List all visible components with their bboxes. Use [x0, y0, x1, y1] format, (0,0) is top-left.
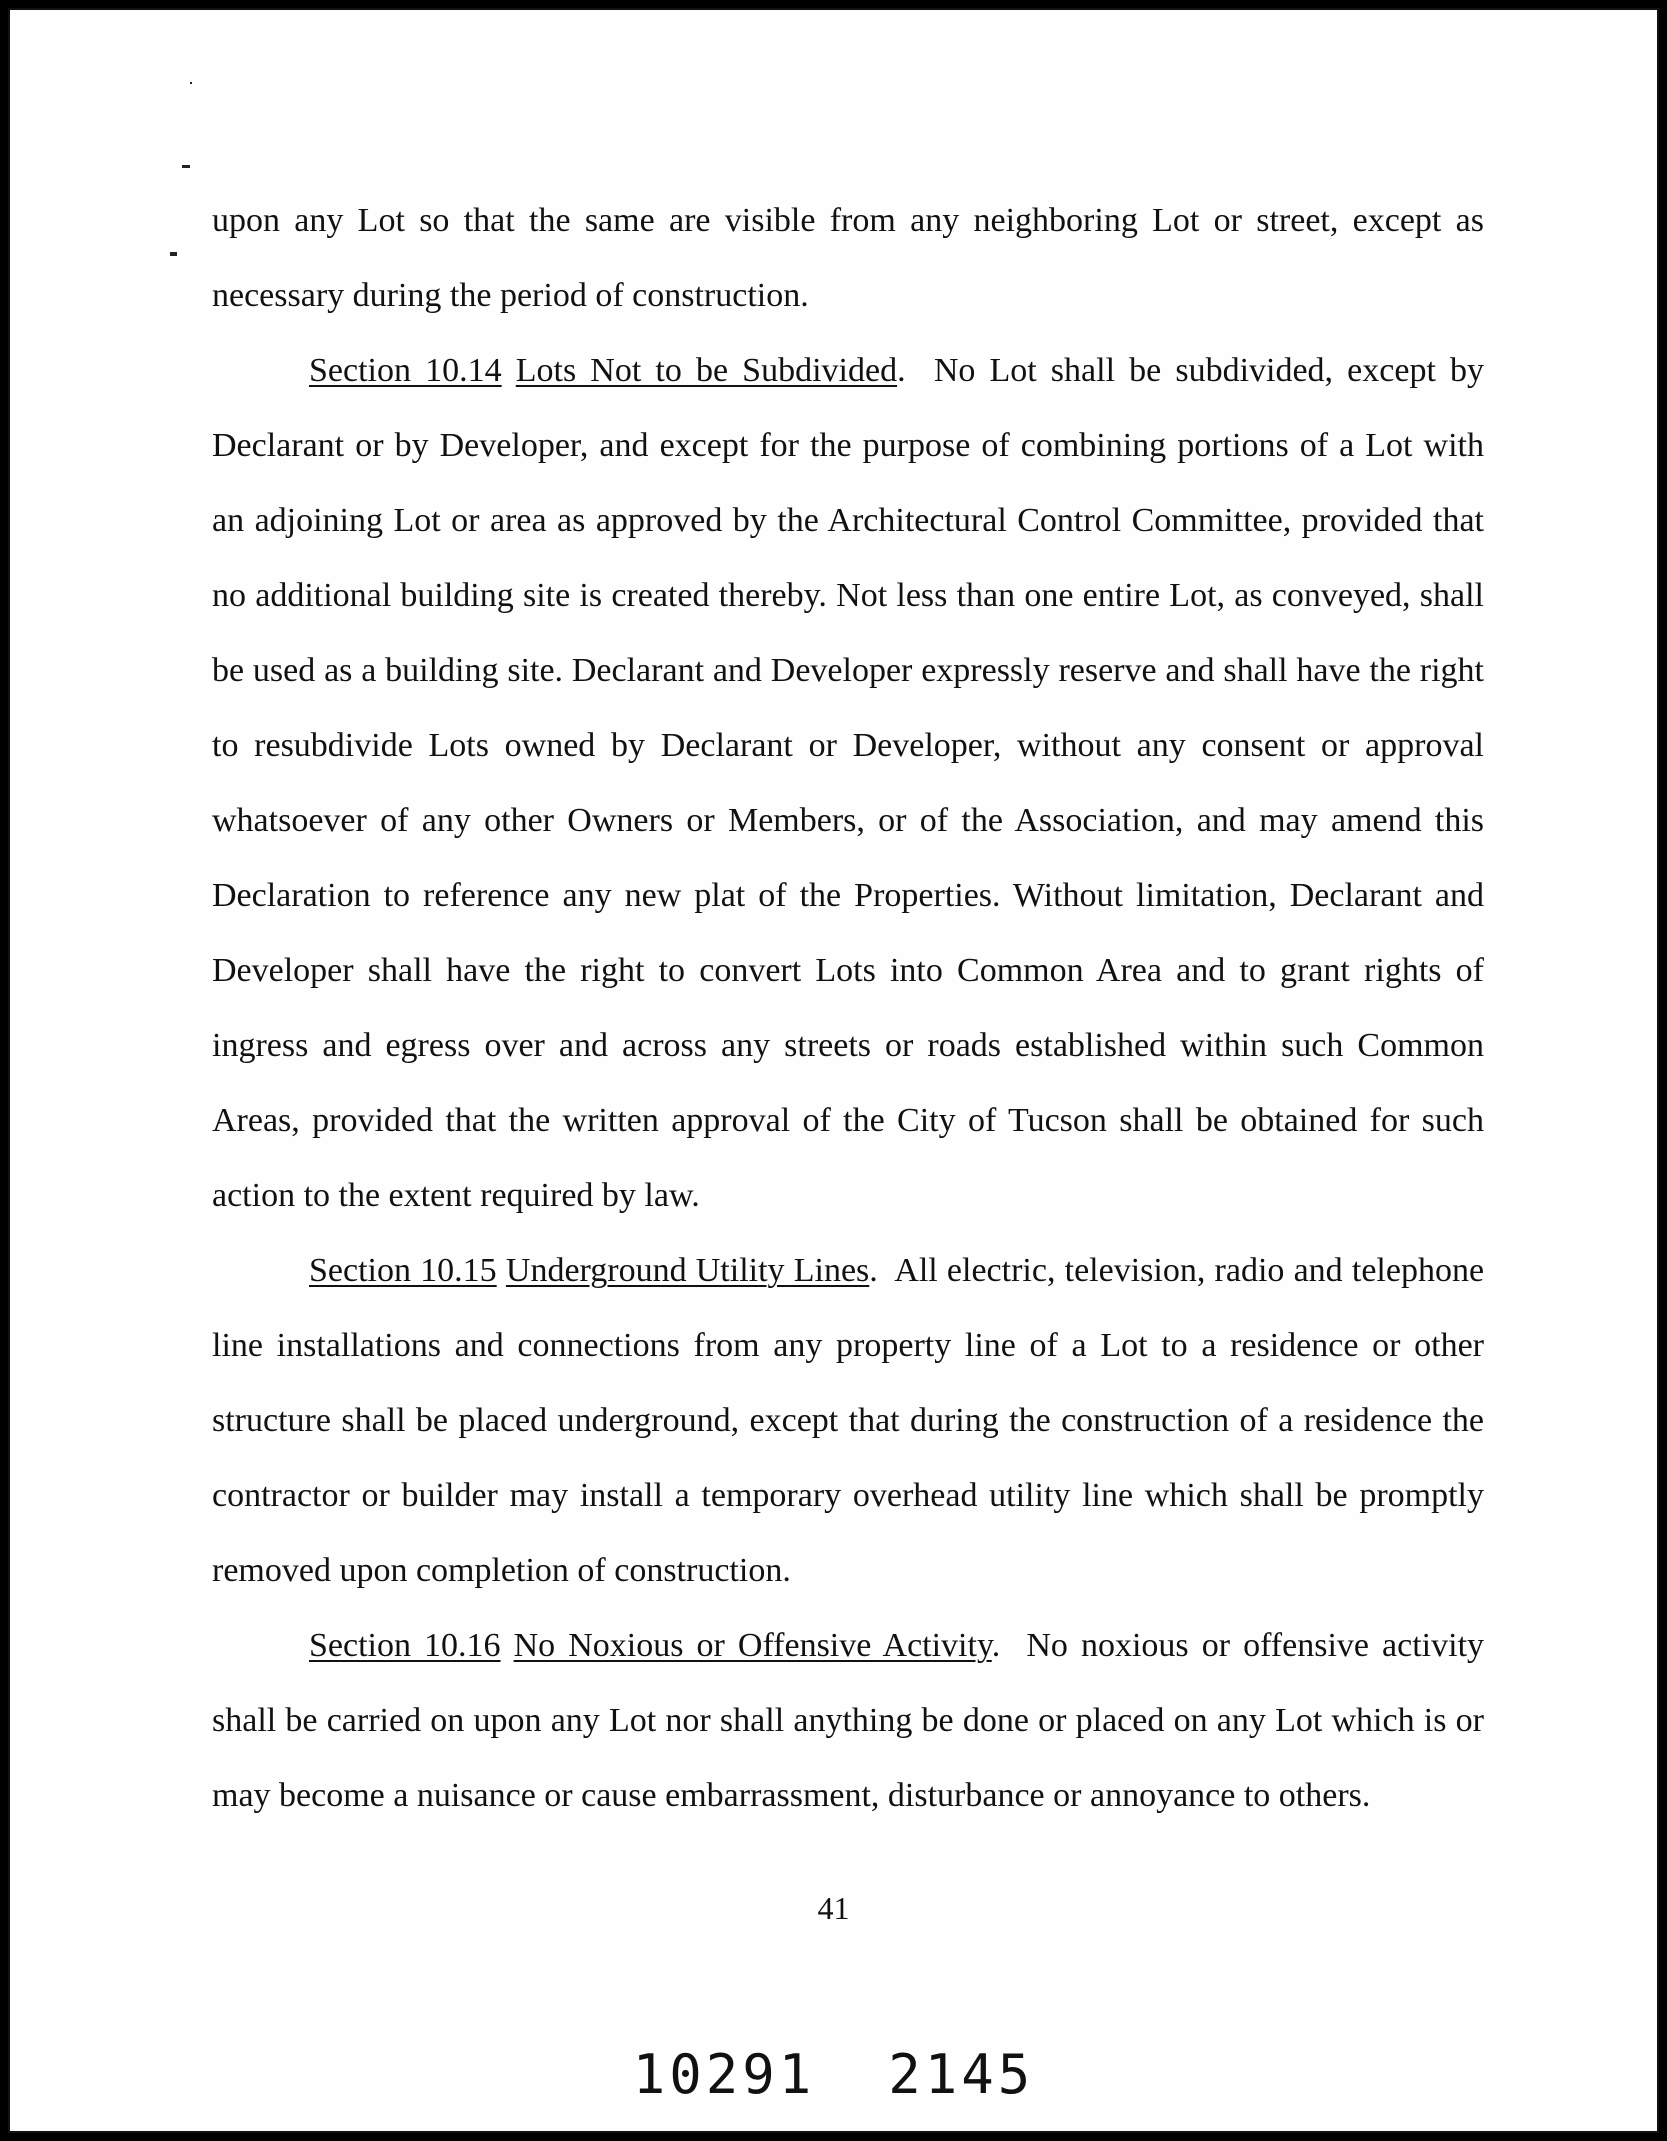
section-body: All electric, television, radio and telephone line installations and connections from any property line of a Lot to a residence or other structure shall be placed underground, except that during the construction of a residence the contractor or builder may install a temporary overhead utility line which shall be promptly removed upon completion of construction. — [212, 1252, 1485, 1589]
scan-speck — [182, 165, 190, 168]
section-10-15: Section 10.15 Underground Utility Lines. All electric, television, radio and telephone line installations and connections from any property line of a Lot to a residence or other structure shall be placed underground, except that during the construction of a residence the contractor or builder may install a temporary overhead utility line which shall be promptly removed upon completion of construction. — [212, 1252, 1485, 1589]
section-body: No Lot shall be subdivided, except by Declarant or by Developer, and except for the purpose of combining portions of a Lot with an adjoining Lot or area as approved by the Architectural Control Committee, provided that no additional building site is created thereby. Not less than one entire Lot, as conveyed, shall be used as a building site. Declarant and Developer expressly reserve and shall have the right to resubdivide Lots owned by Declarant or Developer, without any consent or approval whatsoever of any other Owners or Members, or of the Association, and may amend this Declaration to reference any new plat of the Properties. Without limitation, Declarant and Developer shall have the right to convert Lots into Common Area and to grant rights of ingress and egress over and across any streets or roads established within such Common Areas, provided that the written approval of the City of Tucson shall be obtained for such action to the extent required by law. — [212, 352, 1485, 1214]
section-title: Lots Not to be Subdivided — [515, 352, 898, 389]
bates-number: 10291 2145 — [632, 2043, 1035, 2106]
section-body: No noxious or offensive activity shall be carried on upon any Lot nor shall anything be done or placed on any Lot which is or may become a nuisance or cause embarrassment, disturbance or annoyance to others. — [212, 1627, 1485, 1814]
section-title: No Noxious or Offensive Activity — [513, 1627, 992, 1664]
section-title: Underground Utility Lines — [505, 1252, 870, 1289]
section-number: Section 10.15 — [309, 1252, 497, 1289]
scan-speck — [170, 252, 177, 256]
body-text — [212, 183, 1484, 1833]
section-10-16: Section 10.16 No Noxious or Offensive Activity. No noxious or offensive activity shall be carried on upon any Lot nor shall anything be done or placed on any Lot which is or may become a nuisance or cause embarrassment, disturbance or annoyance to others. — [212, 1627, 1485, 1814]
scan-speck — [190, 82, 192, 84]
section-10-14: Section 10.14 Lots Not to be Subdivided. No Lot shall be subdivided, except by Declarant or by Developer, and except for the purpose of combining portions of a Lot with an adjoining Lot or area as approved by the Architectural Control Committee, provided that no additional building site is created thereby. Not less than one entire Lot, as conveyed, shall be used as a building site. Declarant and Developer expressly reserve and shall have the right to resubdivide Lots owned by Declarant or Developer, without any consent or approval whatsoever of any other Owners or Members, or of the Association, and may amend this Declaration to reference any new plat of the Properties. Without limitation, Declarant and Developer shall have the right to convert Lots into Common Area and to grant rights of ingress and egress over and across any streets or roads established within such Common Areas, provided that the written approval of the City of Tucson shall be obtained for such action to the extent required by law. — [212, 352, 1485, 1214]
page-number: 41 — [817, 1890, 850, 1926]
document-page — [8, 8, 1659, 2133]
section-number: Section 10.14 — [309, 352, 502, 389]
section-number: Section 10.16 — [309, 1627, 501, 1664]
opening-paragraph: upon any Lot so that the same are visible from any neighboring Lot or street, except as necessary during the period of construction. — [212, 202, 1484, 314]
